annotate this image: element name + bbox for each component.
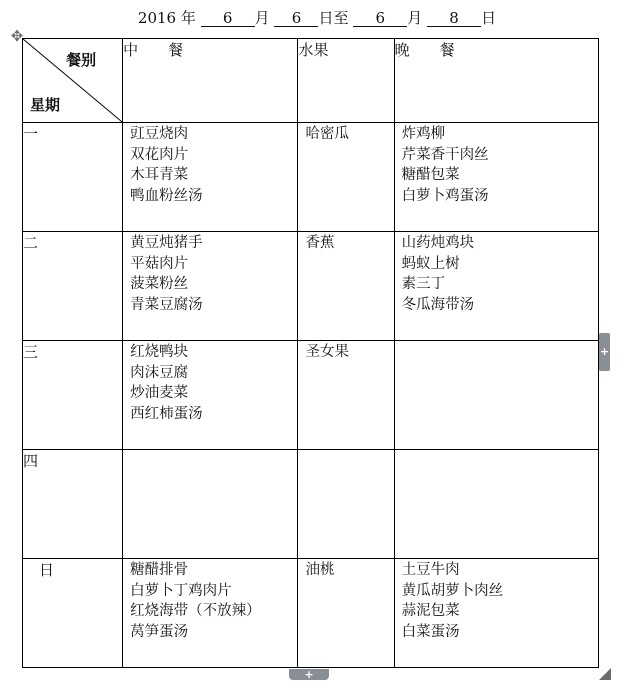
lunch-dish: 莴笋蛋汤 [130,623,189,640]
table-row [23,559,599,668]
dinner-dish: 土豆牛肉 [401,562,460,578]
add-column-icon[interactable]: + [599,333,610,371]
fruit-cell[interactable] [298,232,394,341]
dinner-dish: 冬瓜海带汤 [401,296,475,313]
lunch-dish: 双花肉片 [130,146,189,163]
day-char: 日 [481,9,497,27]
fruit-cell[interactable] [298,559,394,668]
lunch-dish: 红烧鸭块 [130,344,189,360]
month-char-1: 月 [254,9,270,27]
weekday-cell[interactable]: 四 [23,450,123,559]
dinner-dish: 白萝卜鸡蛋汤 [401,187,489,204]
start-day[interactable]: 6 [274,10,318,27]
lunch-dish: 白萝卜丁鸡肉片 [130,582,232,599]
dinner-cell[interactable] [394,232,598,341]
weekday-cell[interactable]: 二 [23,232,123,341]
month-char-2: 月 [407,9,423,27]
header-row [23,39,599,123]
weekday-cell[interactable]: 一 [23,123,123,232]
dinner-dish: 糖醋包菜 [401,167,460,183]
lunch-cell[interactable] [123,123,298,232]
fruit-dish: 圣女果 [305,344,349,360]
lunch-dish: 鸭血粉丝汤 [130,187,203,204]
table-resize-icon[interactable] [599,668,611,680]
end-month[interactable]: 6 [353,10,407,27]
fruit-cell[interactable] [298,123,394,232]
lunch-cell[interactable] [123,450,298,559]
lunch-dish: 菠菜粉丝 [130,276,189,292]
menu-body [23,123,599,668]
date-range-line [0,7,634,28]
table-row [23,450,599,559]
dinner-dish: 山药炖鸡块 [401,235,475,251]
table-row [23,232,599,341]
fruit-dish: 哈密瓜 [305,126,349,142]
table-move-icon[interactable]: ✥ [10,27,24,45]
add-row-icon[interactable]: + [289,669,329,680]
lunch-header[interactable]: 中 餐 [123,39,298,123]
diagonal-header-cell[interactable] [23,39,123,123]
lunch-dish: 糖醋排骨 [130,562,189,578]
dinner-dish: 白菜蛋汤 [401,623,460,640]
year-char: 年 [180,9,196,27]
dinner-dish: 蚂蚁上树 [401,255,460,272]
end-day[interactable]: 8 [427,10,481,27]
table-row [23,123,599,232]
weekday-label: 星期 [30,96,61,114]
fruit-dish: 香蕉 [305,235,335,251]
dinner-dish: 炸鸡柳 [401,126,446,142]
lunch-dish: 炒油麦菜 [130,385,189,401]
table-row [23,341,599,450]
weekday-cell[interactable]: 日 [23,559,123,668]
meal-type-label: 餐别 [66,51,97,69]
year: 2016 [137,9,177,27]
weekday-cell[interactable]: 三 [23,341,123,450]
lunch-dish: 平菇肉片 [130,255,189,272]
dinner-dish: 蒜泥包菜 [401,603,460,619]
day-to: 日至 [318,9,349,27]
lunch-cell[interactable] [123,559,298,668]
lunch-dish: 青菜豆腐汤 [130,296,203,313]
menu-table [22,38,599,668]
fruit-header[interactable]: 水果 [298,39,394,123]
dinner-header[interactable]: 晚 餐 [394,39,598,123]
dinner-dish: 芹菜香干肉丝 [401,146,489,163]
lunch-dish: 红烧海带（不放辣） [130,603,261,619]
dinner-dish: 素三丁 [401,276,446,292]
start-month[interactable]: 6 [201,10,255,27]
lunch-dish: 西红柿蛋汤 [130,405,203,422]
fruit-cell[interactable] [298,341,394,450]
lunch-dish: 豇豆烧肉 [130,126,189,142]
fruit-cell[interactable] [298,450,394,559]
dinner-cell[interactable] [394,341,598,450]
lunch-dish: 黄豆炖猪手 [130,235,203,251]
dinner-dish: 黄瓜胡萝卜肉丝 [401,582,504,599]
lunch-dish: 肉沫豆腐 [130,364,189,381]
dinner-cell[interactable] [394,123,598,232]
lunch-dish: 木耳青菜 [130,167,189,183]
fruit-dish: 油桃 [305,562,335,578]
dinner-cell[interactable] [394,450,598,559]
lunch-cell[interactable] [123,232,298,341]
dinner-cell[interactable] [394,559,598,668]
lunch-cell[interactable] [123,341,298,450]
